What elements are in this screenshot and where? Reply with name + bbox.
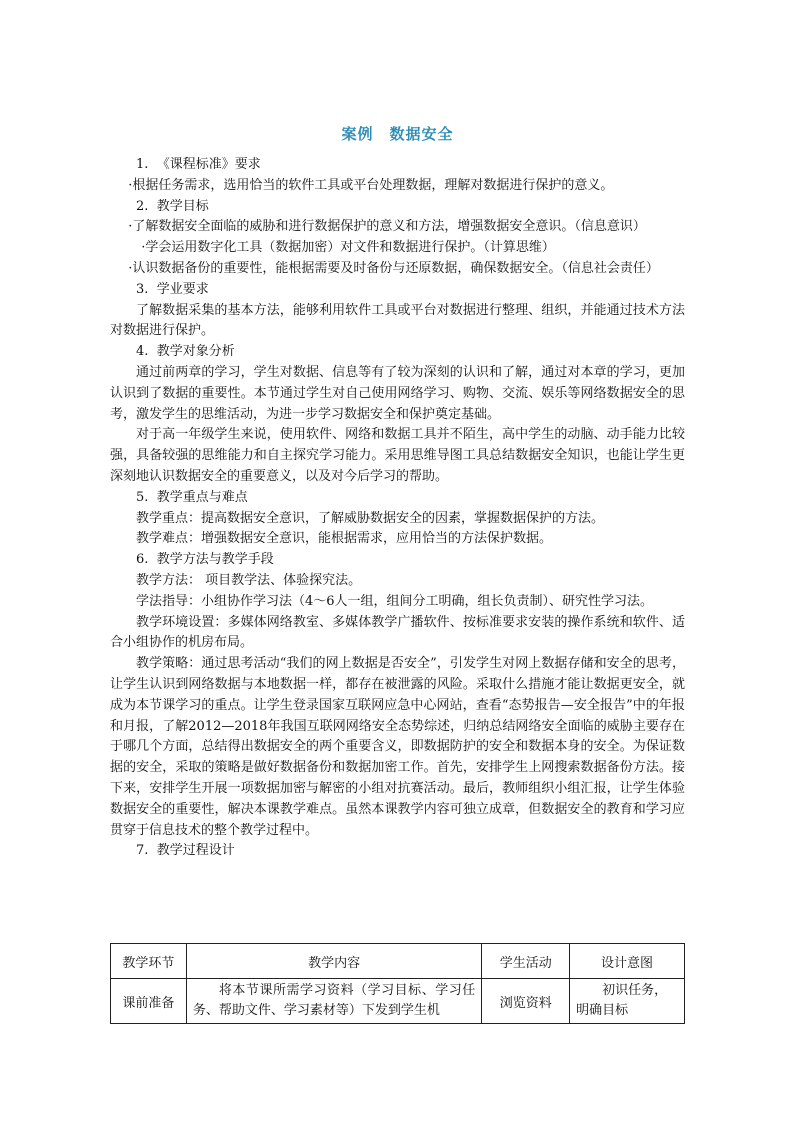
paragraph: 教学难点：增强数据安全意识，能根据需求，应用恰当的方法保护数据。 [136,531,553,547]
section-heading-2 [110,197,685,218]
section-number: 5. [136,489,149,505]
bullet-item: ·学会运用数字化工具（数据加密）对文件和数据进行保护。（计算思维） [141,240,555,256]
paragraph: 教学重点：提高数据安全意识，了解威胁数据安全的因素，掌握数据保护的方法。 [136,510,605,526]
section-title: 教学过程设计 [156,843,235,859]
section-heading-3 [110,280,685,301]
section-number: 6. [136,552,149,568]
paragraph: 对于高一年级学生来说，使用软件、网络和数据工具并不陌生，高中学生的动脑、动手能力比较强，具备较强的思维能力和自主探究学习能力。采用思维导图工具总结数据安全知识，也能让学生更深刻地认识数据安全的重要意义，以及对今后学习的帮助。 [110,427,685,484]
bullet-item: ·认识数据备份的重要性，能根据需要及时备份与还原数据，确保数据安全。（信息社会责任） [128,260,659,276]
process-table [110,943,685,1024]
paragraph: 教学策略：通过思考活动“我们的网上数据是否安全”，引发学生对网上数据存储和安全的思考，让学生认识到网络数据与本地数据一样，都存在被泄露的风险。采取什么措施才能让数据更安全，就成为本节课学习的重点。让学生登录国家互联网应急中心网站，查看“态势报告—安全报告”中的年报和月报，了解2012—2018年我国互联网网络安全态势综述，归纳总结网络安全面临的威胁主要存在于哪几个方面，总结得出数据安全的两个重要含义，即数据防护的安全和数据本身的安全。为保证数据的安全，采取的策略是做好数据备份和数据加密工作。首先，安排学生上网搜索数据备份方法。接下来，安排学生开展一项数据加密与解密的小组对抗赛活动。最后，教师组织小组汇报，让学生体验数据安全的重要性，解决本课教学难点。虽然本课教学内容可独立成章，但数据安全的教育和学习应贯穿于信息技术的整个教学过程中。 [110,656,685,838]
section-number: 2. [136,198,149,214]
table-row [111,979,685,1024]
bullet-item: ·了解数据安全面临的威胁和进行数据保护的意义和方法，增强数据安全意识。（信息意识） [128,219,646,235]
table-header-cell: 教学环节 [111,944,187,979]
section-heading-5 [110,488,685,509]
table-header-cell: 设计意图 [570,944,685,979]
section-heading-1 [110,155,685,176]
bullet-item: ·根据任务需求，选用恰当的软件工具或平台处理数据，理解对数据进行保护的意义。 [128,177,614,193]
section-number: 7. [136,843,149,859]
section-title: 教学重点与难点 [156,489,248,505]
table-header-cell: 学生活动 [482,944,570,979]
section-number: 3. [136,281,149,297]
section-heading-6 [110,550,685,571]
table-header-row [111,944,685,979]
paragraph: 教学环境设置：多媒体网络教室、多媒体教学广播软件、按标准要求安装的操作系统和软件、适合小组协作的机房布局。 [110,614,685,651]
table-cell-intent: 初识任务，明确目标 [570,979,685,1024]
section-title: 教学对象分析 [156,344,235,360]
section-title: 《课程标准》要求 [156,157,261,172]
paragraph: 教学方法： 项目教学法、体验探究法。 [136,572,362,588]
section-title: 学业要求 [156,281,209,297]
section-heading-7 [110,841,685,862]
document-title: 案例 数据安全 [341,125,454,143]
section-title: 教学目标 [156,198,209,214]
paragraph: 了解数据采集的基本方法，能够利用软件工具或平台对数据进行整理、组织，并能通过技术方法对数据进行保护。 [110,302,685,339]
table-cell-content: 将本节课所需学习资料（学习目标、学习任务、帮助文件、学习素材等）下发到学生机 [186,979,481,1024]
section-heading-4 [110,342,685,363]
paragraph: 通过前两章的学习，学生对数据、信息等有了较为深刻的认识和了解，通过对本章的学习，更加认识到了数据的重要性。本节通过学生对自己使用网络学习、购物、交流、娱乐等网络数据安全的思考，激发学生的思维活动，为进一步学习数据安全和保护奠定基础。 [110,364,685,422]
section-title: 教学方法与教学手段 [156,552,274,568]
section-number: 4. [136,344,149,360]
document-body [110,155,685,862]
paragraph: 学法指导：小组协作学习法（4～6人一组，组间分工明确，组长负责制）、研究性学习法。 [136,593,654,609]
table-header-cell: 教学内容 [186,944,481,979]
table-cell-activity: 浏览资料 [482,979,570,1024]
section-number: 1. [136,157,149,172]
table-cell-stage: 课前准备 [111,979,187,1024]
